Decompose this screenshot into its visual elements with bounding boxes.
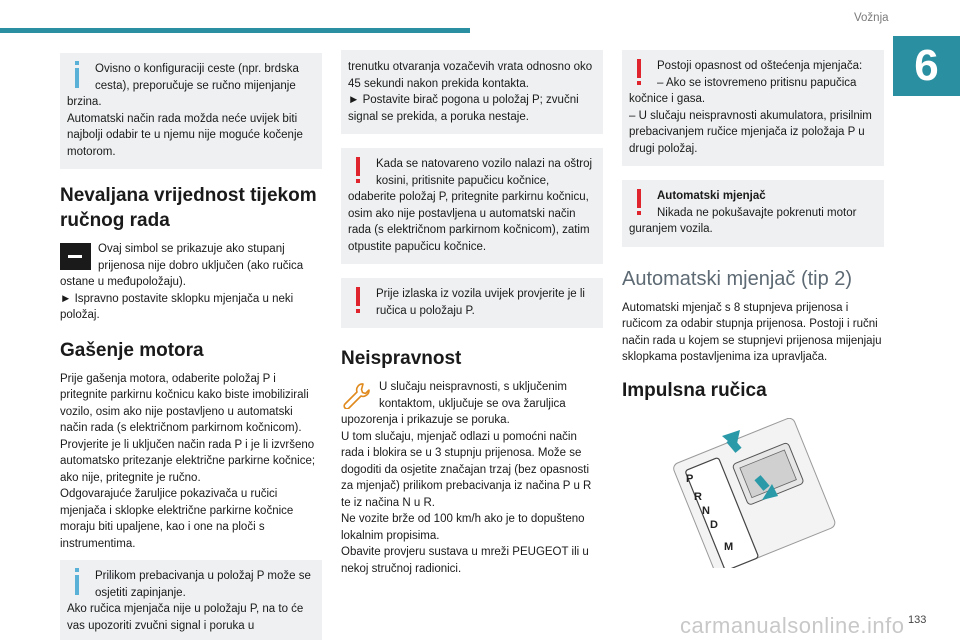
heading-auto-type2: Automatski mjenjač (tip 2) <box>622 267 853 290</box>
fault-paragraph <box>341 379 603 429</box>
warning-text: Kada se natovareno vozilo nalazi na oštroj kosini, pritisnite papučicu kočnice, odaberite položaj P, pritegnite parkirnu kočnicu, osim ako nije postavljena u automatski način rada (s električnom parkirnom kočnicom), zatim otpustite papučicu kočnice. <box>348 158 593 253</box>
warning-box <box>622 50 884 166</box>
engine-off-text-1: Prije gašenja motora, odaberite položaj P i pritegnite parkirnu kočnicu kako biste imobilizirali vozilo, osim ako nije postavljeno u automatski način rada (s električnom parkirnom kočnicom). <box>60 372 309 434</box>
continued-action: ► Postavite birač pogona u položaj P; zvučni signal se prekida, a poruka nestaje. <box>348 94 579 123</box>
invalid-text: Ovaj simbol se prikazuje ako stupanj prijenosa nije dobro uključen (ako ručica ostane u međupoložaju). <box>60 243 304 288</box>
heading-invalid-value: Nevaljana vrijednost tijekom ručnog rada <box>60 185 317 231</box>
warning-box <box>622 180 884 247</box>
column-2 <box>341 50 603 585</box>
warning-box <box>341 148 603 264</box>
page-number: 133 <box>908 614 927 626</box>
engine-off-text <box>60 371 322 437</box>
warning-icon <box>348 286 370 316</box>
fault-text-2: U tom slučaju, mjenjač odlazi u pomoćni način rada i blokira se u 3 stupnju prijenosa. Može se dogoditi da osjetite značajan trzaj (bez opasnosti za mjenjač) prilikom prebacivanja iz načina P u R te iz načina N u R. <box>341 430 592 509</box>
selector-label-r: R <box>694 491 702 503</box>
column-3 <box>622 50 884 411</box>
engine-off-text-2: Provjerite je li uključen način rada P i je li izvršeno automatsko pritezanje električne parkirne kočnice; ako nije, pritegnite je ručno. <box>60 438 316 484</box>
warning-text: Postoji opasnost od oštećenja mjenjača: <box>657 60 863 72</box>
watermark: carmanualsonline.info <box>680 613 905 638</box>
info-text: Ako ručica mjenjača nije u položaju P, na to će vas upozoriti zvučni signal i poruka u <box>67 603 304 632</box>
warning-box <box>341 278 603 328</box>
heading-impulse-lever: Impulsna ručica <box>622 379 767 401</box>
heading-fault: Neispravnost <box>341 348 462 369</box>
warning-icon <box>629 188 651 218</box>
selector-label-n: N <box>702 505 710 517</box>
engine-off-text-3: Odgovarajuće žaruljice pokazivača u ručici mjenjača i sklopke električne parkirne kočnice moraju biti upaljene, kao i one na ploči s instrumentima. <box>60 488 294 550</box>
info-text: Automatski način rada možda neće uvijek biti najbolji odabir te u njemu nije moguće kočenje motorom. <box>67 112 303 158</box>
invalid-paragraph <box>60 241 322 291</box>
warning-icon <box>348 156 370 186</box>
warning-text: Prije izlaska iz vozila uvijek provjerite je li ručica u položaju P. <box>376 288 585 317</box>
info-icon <box>67 568 89 598</box>
warning-text: – Ako se istovremeno pritisnu papučica kočnice i gasa. <box>629 76 857 105</box>
selector-label-m: M <box>724 541 734 553</box>
warning-text: Nikada ne pokušavajte pokrenuti motor guranjem vozila. <box>629 206 857 235</box>
gear-fault-icon <box>60 243 91 270</box>
info-text: Ovisno o konfiguraciji ceste (npr. brdska cesta), preporučuje se ručno mijenjanje brzina. <box>67 63 299 108</box>
selector-label-p: P <box>686 473 694 485</box>
info-text: Prilikom prebacivanja u položaj P može se osjetiti zapinjanje. <box>95 570 311 599</box>
chapter-badge: 6 <box>893 36 960 96</box>
warning-icon <box>629 58 651 88</box>
selector-label-d: D <box>710 519 718 531</box>
heading-engine-off: Gašenje motora <box>60 339 204 361</box>
header-accent-bar <box>0 28 470 33</box>
gear-selector-illustration <box>650 418 850 568</box>
fault-text-4: Obavite provjeru sustava u mreži PEUGEOT ili u nekoj stručnoj radionici. <box>341 546 589 575</box>
warning-title: Automatski mjenjač <box>657 190 766 202</box>
column-1 <box>60 50 322 640</box>
info-box <box>60 53 322 169</box>
wrench-icon <box>341 381 372 409</box>
continued-box <box>341 50 603 134</box>
invalid-action: ► Ispravno postavite sklopku mjenjača u neki položaj. <box>60 292 294 321</box>
auto-type2-text: Automatski mjenjač s 8 stupnjeva prijenosa i ručicom za odabir stupnja prijenosa. Postoji i ručni način rada u kojem se stupnjevi prijenosa mijenjaju sklopkama postavljenima iza upravljača. <box>622 301 882 363</box>
warning-text: – U slučaju neispravnosti akumulatora, prisilnim prebacivanjem ručice mjenjača iz položaja P u drugi položaj. <box>629 109 872 155</box>
info-icon <box>67 61 89 91</box>
info-box <box>60 560 322 640</box>
continued-text: trenutku otvaranja vozačevih vrata odnosno oko 45 sekundi nakon prekida kontakta. <box>348 61 593 90</box>
fault-text: U slučaju neispravnosti, s uključenim kontaktom, uključuje se ova žaruljica upozorenja i prikazuje se poruka. <box>341 381 567 426</box>
section-title: Vožnja <box>854 12 889 24</box>
fault-text-3: Ne vozite brže od 100 km/h ako je to dopušteno lokalnim propisima. <box>341 513 585 542</box>
